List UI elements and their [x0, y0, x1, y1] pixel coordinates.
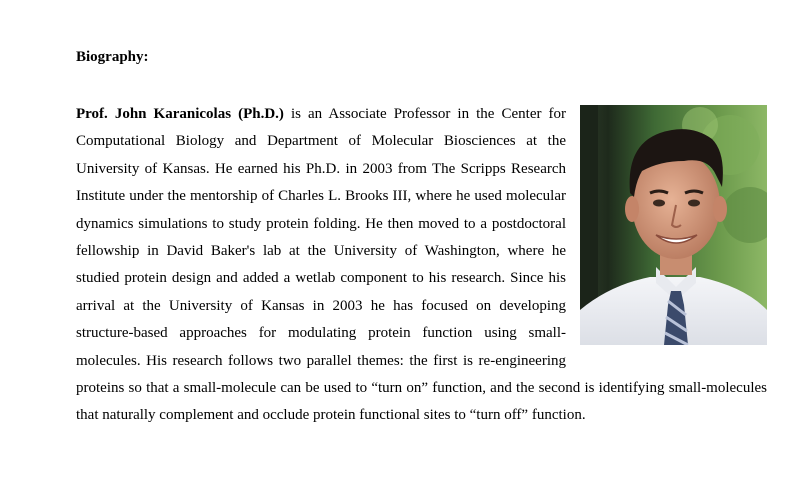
bio-name: Prof. John Karanicolas (Ph.D.) [76, 106, 284, 122]
bio-text: is an Associate Professor in the Center for Computational Biology and Department of Molecular Biosciences at the University of Kansas. He earned his Ph.D. in 2003 from The Scripps Research Institute under the mentorship of Charles L. Brooks III, where he used molecular dynamics simulations to study protein folding. He then moved to a postdoctoral fellowship in David Baker's lab at the University of Washington, where he studied protein design and added a wetlab component to his research. Since his arrival at the University of Kansas in 2003 he has focused on developing structure-based approaches for modulating protein function using small-molecules. His research follows two parallel themes: the first is re-engineering proteins so that a small-molecule can be used to “turn on” function, and the second is identifying small-molecules that naturally complement and occlude protein functional sites to “turn off” function. [76, 106, 767, 424]
portrait-photo [580, 105, 767, 345]
biography-heading: Biography: [76, 49, 149, 65]
biography-paragraph [76, 101, 767, 430]
